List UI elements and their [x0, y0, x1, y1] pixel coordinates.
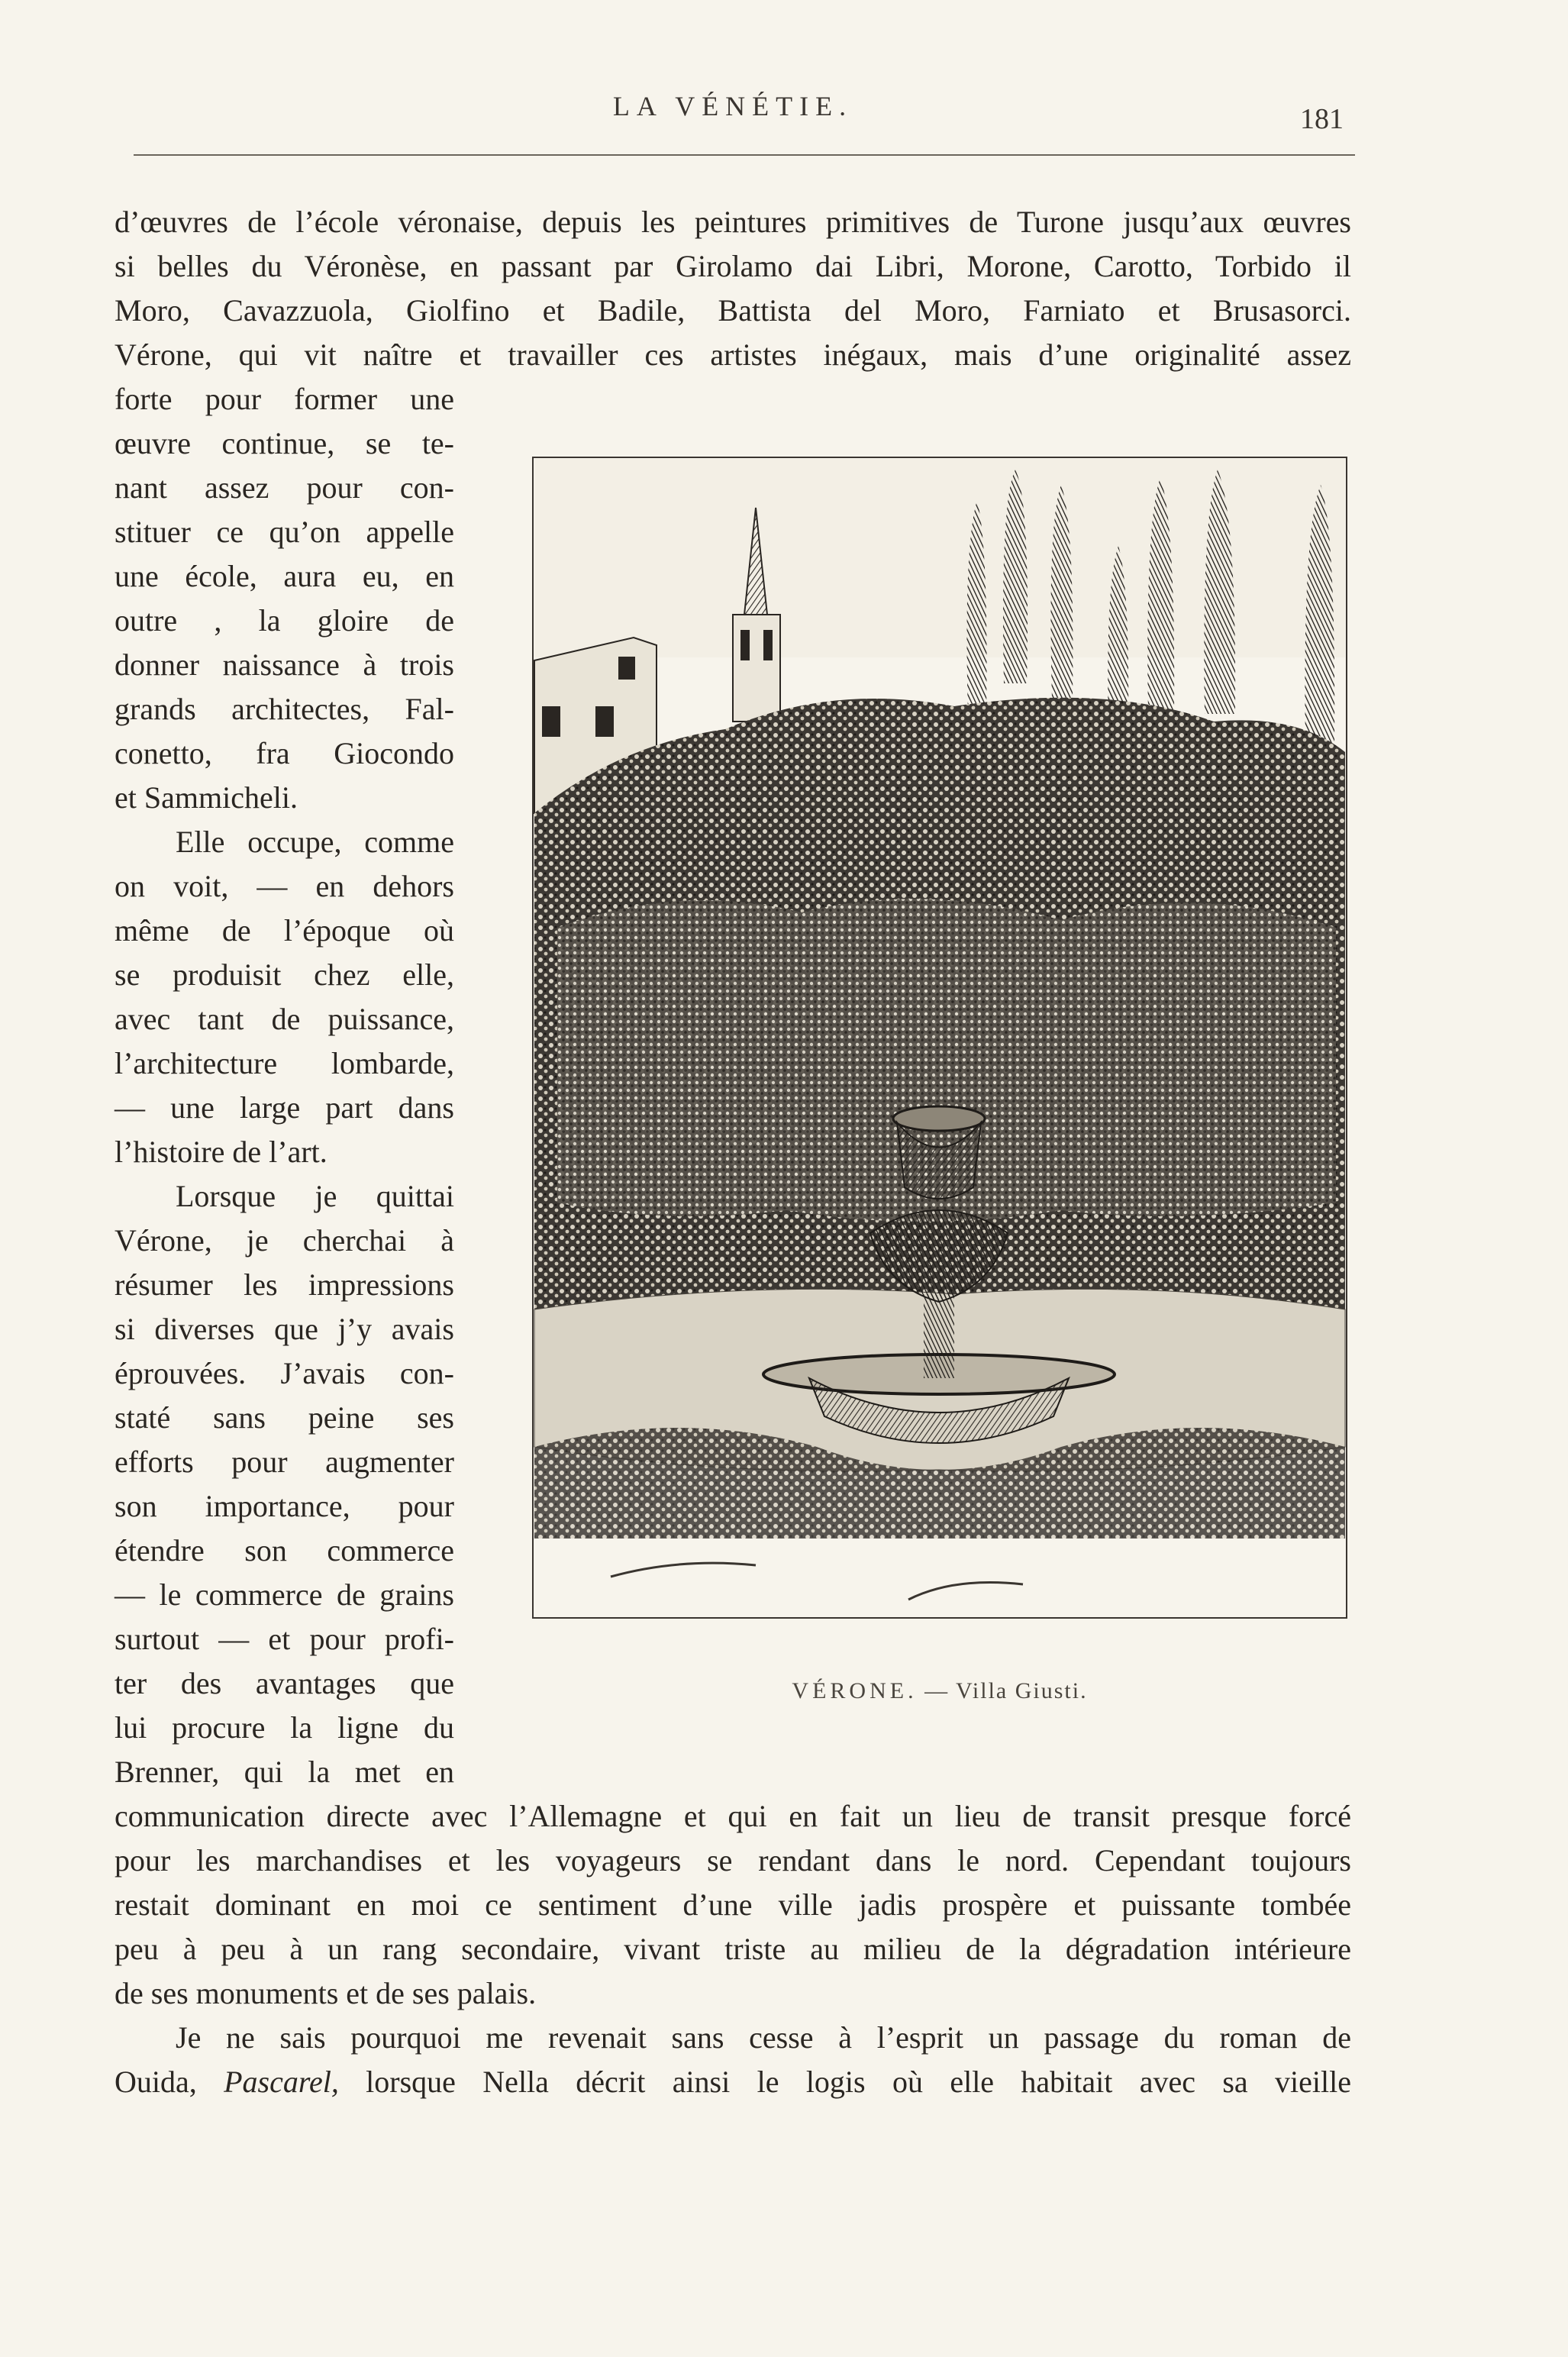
text-line: Moro, Cavazzuola, Giolfino et Badile, Battista del Moro, Farniato et Brusasorci.	[115, 293, 1351, 328]
page-number: 181	[1300, 103, 1344, 135]
column-line: Vérone, je cherchai à	[115, 1223, 454, 1258]
column-line: avec tant de puissance,	[115, 1002, 454, 1036]
running-title: LA VÉNÉTIE.	[612, 91, 853, 121]
column-line: éprouvées. J’avais con-	[115, 1356, 454, 1390]
text-line: Je ne sais pourquoi me revenait sans cesse à l’esprit un passage du roman de	[176, 2020, 1351, 2055]
column-line: Brenner, qui la met en	[115, 1755, 454, 1789]
column-line: l’histoire de l’art.	[115, 1135, 327, 1169]
column-line: conetto, fra Giocondo	[115, 736, 454, 770]
column-line: — le commerce de grains	[115, 1577, 454, 1612]
column-line: résumer les impressions	[115, 1267, 454, 1302]
page-header	[115, 90, 1351, 136]
figure-caption	[527, 1678, 1353, 1704]
column-line: efforts pour augmenter	[115, 1445, 454, 1479]
column-line: stituer ce qu’on appelle	[115, 515, 454, 549]
column-line: staté sans peine ses	[115, 1400, 454, 1435]
header-rule	[134, 154, 1355, 156]
column-line: forte pour former une	[115, 382, 454, 416]
engraving-villa-giusti	[527, 454, 1353, 1653]
column-line: Lorsque je quittai	[176, 1179, 454, 1213]
text-line: communication directe avec l’Allemagne et qui en fait un lieu de transit presque forcé	[115, 1799, 1351, 1833]
column-line: ter des avantages que	[115, 1666, 454, 1700]
column-line: surtout — et pour profi-	[115, 1622, 454, 1656]
caption-subject: Villa Giusti.	[956, 1678, 1088, 1703]
text-line: de ses monuments et de ses palais.	[115, 1976, 537, 2010]
column-line: une école, aura eu, en	[115, 559, 454, 593]
column-line: se produisit chez elle,	[115, 957, 454, 992]
text-fragment: Ouida,	[115, 2065, 224, 2099]
column-line: on voit, — en dehors	[115, 869, 454, 903]
column-line: — une large part dans	[115, 1090, 454, 1125]
column-line: étendre son commerce	[115, 1533, 454, 1568]
engraving-illustration	[527, 454, 1353, 1653]
text-line: d’œuvres de l’école véronaise, depuis les peintures primitives de Turone jusqu’aux œuvres	[115, 205, 1351, 239]
text-line	[115, 2060, 1351, 2104]
caption-separator: —	[917, 1678, 957, 1703]
column-line: outre , la gloire de	[115, 603, 454, 638]
text-line: Vérone, qui vit naître et travailler ces artistes inégaux, mais d’une originalité assez	[115, 337, 1351, 372]
text-line: restait dominant en moi ce sentiment d’une ville jadis prospère et puissante tombée	[115, 1887, 1351, 1922]
text-line: peu à peu à un rang secondaire, vivant triste au milieu de la dégradation intérieure	[115, 1932, 1351, 1966]
column-line: lui procure la ligne du	[115, 1710, 454, 1745]
column-line: Elle occupe, comme	[176, 825, 454, 859]
caption-place: VÉRONE.	[792, 1678, 918, 1703]
column-line: nant assez pour con-	[115, 470, 454, 505]
text-line: pour les marchandises et les voyageurs se rendant dans le nord. Cependant toujours	[115, 1843, 1351, 1878]
column-line: œuvre continue, se te-	[115, 426, 454, 460]
column-line: son importance, pour	[115, 1489, 454, 1523]
book-title: Pascarel,	[224, 2065, 339, 2099]
column-line: donner naissance à trois	[115, 647, 454, 682]
column-line: l’architecture lombarde,	[115, 1046, 454, 1080]
column-line: même de l’époque où	[115, 913, 454, 948]
text-line: si belles du Véronèse, en passant par Girolamo dai Libri, Morone, Carotto, Torbido il	[115, 249, 1351, 283]
column-line: et Sammicheli.	[115, 780, 298, 815]
text-fragment: lorsque Nella décrit ainsi le logis où elle habitait avec sa vieille	[338, 2065, 1352, 2099]
column-line: grands architectes, Fal-	[115, 692, 454, 726]
column-line: si diverses que j’y avais	[115, 1312, 454, 1346]
